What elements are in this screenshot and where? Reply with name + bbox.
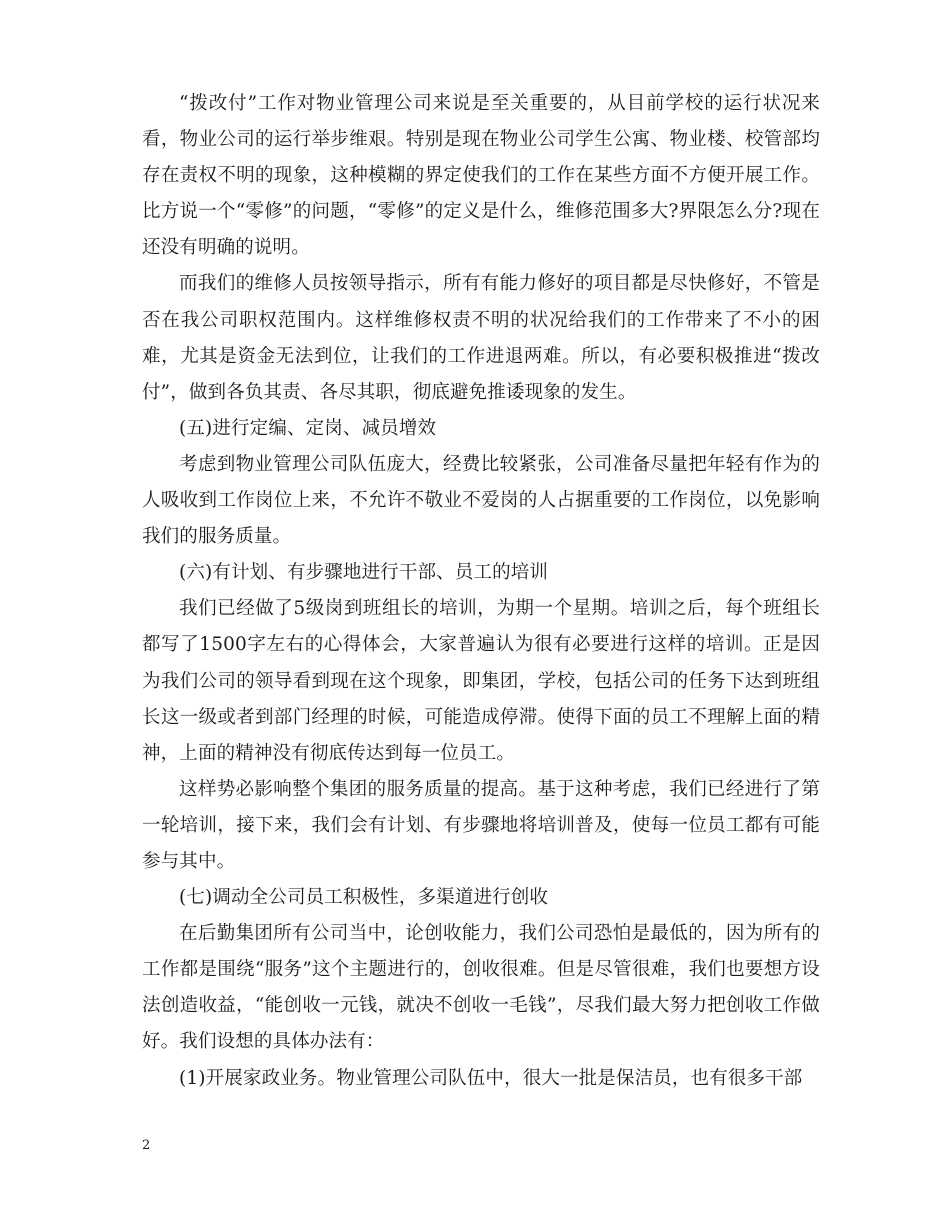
list-item: (1)开展家政业务。物业管理公司队伍中，很大一批是保洁员，也有很多干部 <box>179 1067 803 1089</box>
section-heading: (六)有计划、有步骤地进行干部、员工的培训 <box>179 562 549 584</box>
body-paragraph: 这样势必影响整个集团的服务质量的提高。基于这种考虑，我们已经进行了第一轮培训，接下来，我们会有计划、有步骤地将培训普及，使每一位员工都有可能参与其中。 <box>142 778 820 872</box>
document-page <box>142 86 820 1097</box>
body-paragraph: 在后勤集团所有公司当中，论创收能力，我们公司恐怕是最低的，因为所有的工作都是围绕“服务”这个主题进行的，创收很难。但是尽管很难，我们也要想方设法创造收益，“能创收一元钱，就决不创收一毛钱”，尽我们最大努力把创收工作做好。我们设想的具体办法有： <box>142 923 820 1053</box>
page-number: 2 <box>142 1138 151 1153</box>
body-paragraph: 而我们的维修人员按领导指示，所有有能力修好的项目都是尽快修好，不管是否在我公司职权范围内。这样维修权责不明的状况给我们的工作带来了不小的困难，尤其是资金无法到位，让我们的工作进退两难。所以，有必要积极推进“拨改付”，做到各负其责、各尽其职，彻底避免推诿现象的发生。 <box>142 273 820 403</box>
section-heading: (五)进行定编、定岗、减员增效 <box>179 417 437 439</box>
body-paragraph: 考虑到物业管理公司队伍庞大，经费比较紧张，公司准备尽量把年轻有作为的人吸收到工作岗位上来，不允许不敬业不爱岗的人占据重要的工作岗位，以免影响我们的服务质量。 <box>142 453 820 548</box>
body-paragraph: “拨改付”工作对物业管理公司来说是至关重要的，从目前学校的运行状况来看，物业公司的运行举步维艰。特别是现在物业公司学生公寓、物业楼、校管部均存在责权不明的现象，这种模糊的界定使我们的工作在某些方面不方便开展工作。比方说一个“零修”的问题，“零修”的定义是什么，维修范围多大?界限怎么分?现在还没有明确的说明。 <box>142 93 820 259</box>
section-heading: (七)调动全公司员工积极性，多渠道进行创收 <box>179 887 549 909</box>
body-paragraph: 我们已经做了5级岗到班组长的培训，为期一个星期。培训之后，每个班组长都写了1500字左右的心得体会，大家普遍认为很有必要进行这样的培训。正是因为我们公司的领导看到现在这个现象，即集团，学校，包括公司的任务下达到班组长这一级或者到部门经理的时候，可能造成停滞。使得下面的员工不理解上面的精神，上面的精神没有彻底传达到每一位员工。 <box>142 598 820 764</box>
